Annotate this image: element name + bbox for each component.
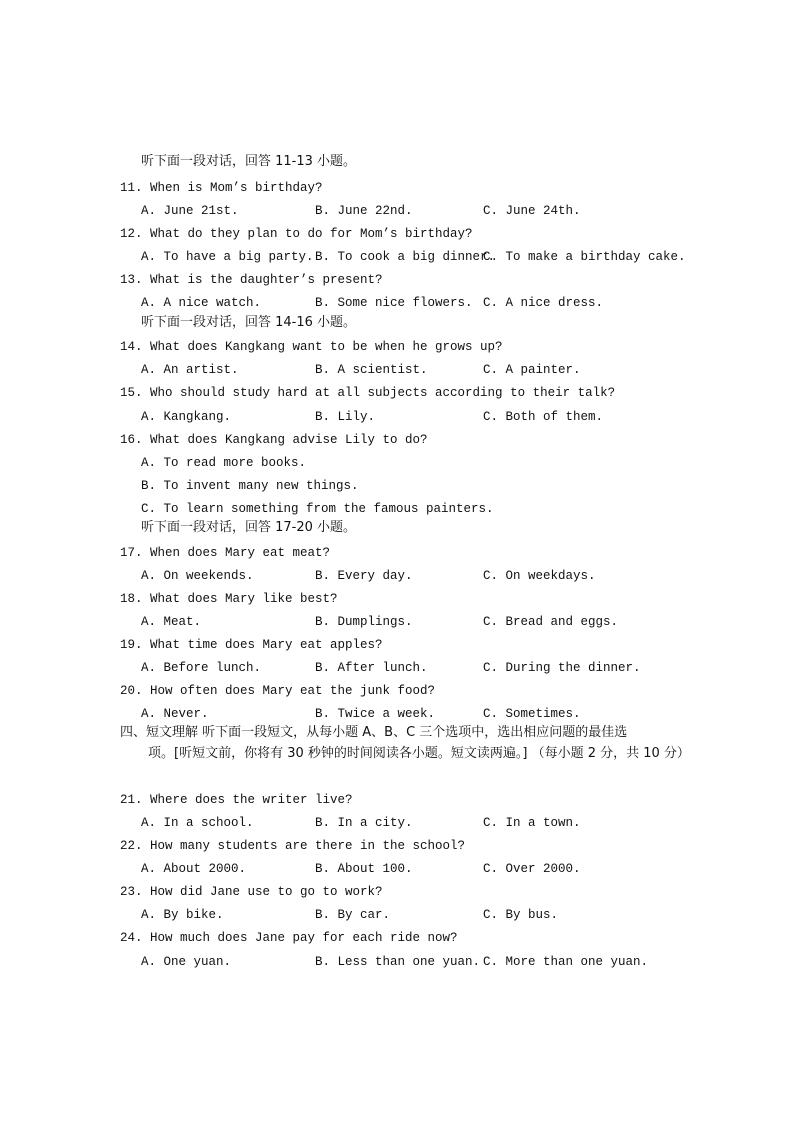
question-12: 12. What do they plan to do for Mom’s birthday? <box>120 227 473 241</box>
q13-option-a: A. A nice watch. <box>141 296 262 310</box>
question-20: 20. How often does Mary eat the junk food? <box>120 684 436 698</box>
q22-option-c: C. Over 2000. <box>483 862 581 876</box>
q17-option-a: A. On weekends. <box>141 569 254 583</box>
q23-option-b: B. By car. <box>315 908 391 922</box>
q23-option-c: C. By bus. <box>483 908 559 922</box>
question-11: 11. When is Mom’s birthday? <box>120 181 323 195</box>
q13-option-c: C. A nice dress. <box>483 296 604 310</box>
question-16: 16. What does Kangkang advise Lily to do? <box>120 433 428 447</box>
q13-option-b: B. Some nice flowers. <box>315 296 473 310</box>
intro-17-20: 听下面一段对话，回答 17-20 小题。 <box>141 520 357 535</box>
question-19: 19. What time does Mary eat apples? <box>120 638 383 652</box>
q11-option-a: A. June 21st. <box>141 204 239 218</box>
q24-option-c: C. More than one yuan. <box>483 955 649 969</box>
intro-11-13: 听下面一段对话，回答 11-13 小题。 <box>141 154 357 169</box>
q21-option-c: C. In a town. <box>483 816 581 830</box>
section-4-instructions: 项。[听短文前，你将有 30 秒钟的时间阅读各小题。短文读两遍。] （每小题 2 分，共 10 分） <box>148 746 690 761</box>
question-17: 17. When does Mary eat meat? <box>120 546 331 560</box>
question-21: 21. Where does the writer live? <box>120 793 353 807</box>
q21-option-b: B. In a city. <box>315 816 413 830</box>
q12-option-b: B. To cook a big dinner. <box>315 250 496 264</box>
q22-option-b: B. About 100. <box>315 862 413 876</box>
q20-option-c: C. Sometimes. <box>483 707 581 721</box>
q19-option-a: A. Before lunch. <box>141 661 262 675</box>
q17-option-c: C. On weekdays. <box>483 569 596 583</box>
q16-option-c: C. To learn something from the famous painters. <box>141 502 494 516</box>
question-23: 23. How did Jane use to go to work? <box>120 885 383 899</box>
q12-option-a: A. To have a big party. <box>141 250 314 264</box>
intro-14-16: 听下面一段对话，回答 14-16 小题。 <box>141 315 357 330</box>
question-22: 22. How many students are there in the school? <box>120 839 466 853</box>
q14-option-b: B. A scientist. <box>315 363 428 377</box>
q22-option-a: A. About 2000. <box>141 862 247 876</box>
q16-option-b: B. To invent many new things. <box>141 479 359 493</box>
q11-option-b: B. June 22nd. <box>315 204 413 218</box>
question-14: 14. What does Kangkang want to be when he grows up? <box>120 340 503 354</box>
q17-option-b: B. Every day. <box>315 569 413 583</box>
q15-option-a: A. Kangkang. <box>141 410 232 424</box>
question-18: 18. What does Mary like best? <box>120 592 338 606</box>
q24-option-a: A. One yuan. <box>141 955 232 969</box>
q24-option-b: B. Less than one yuan. <box>315 955 481 969</box>
q14-option-a: A. An artist. <box>141 363 239 377</box>
q23-option-a: A. By bike. <box>141 908 224 922</box>
question-13: 13. What is the daughter’s present? <box>120 273 383 287</box>
q15-option-c: C. Both of them. <box>483 410 604 424</box>
question-24: 24. How much does Jane pay for each ride now? <box>120 931 458 945</box>
q21-option-a: A. In a school. <box>141 816 254 830</box>
q16-option-a: A. To read more books. <box>141 456 307 470</box>
q18-option-c: C. Bread and eggs. <box>483 615 619 629</box>
q18-option-a: A. Meat. <box>141 615 202 629</box>
section-4-heading: 四、短文理解 听下面一段短文，从每小题 A、B、C 三个选项中，选出相应问题的最佳选 <box>120 725 628 740</box>
q11-option-c: C. June 24th. <box>483 204 581 218</box>
q18-option-b: B. Dumplings. <box>315 615 413 629</box>
question-15: 15. Who should study hard at all subjects according to their talk? <box>120 386 616 400</box>
q19-option-c: C. During the dinner. <box>483 661 641 675</box>
q20-option-b: B. Twice a week. <box>315 707 436 721</box>
q12-option-c: C. To make a birthday cake. <box>483 250 686 264</box>
q14-option-c: C. A painter. <box>483 363 581 377</box>
q20-option-a: A. Never. <box>141 707 209 721</box>
q15-option-b: B. Lily. <box>315 410 376 424</box>
q19-option-b: B. After lunch. <box>315 661 428 675</box>
